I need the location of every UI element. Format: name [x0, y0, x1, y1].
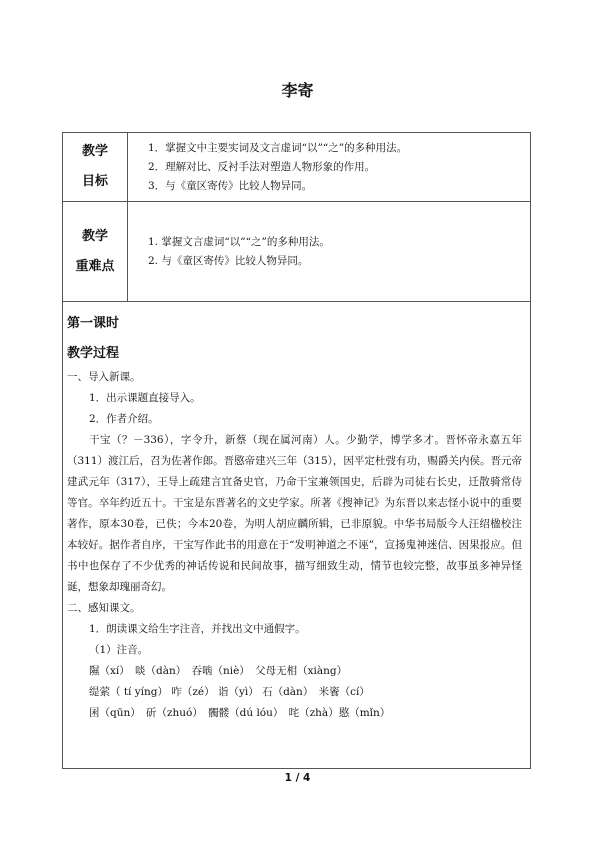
objectives-table — [62, 132, 531, 302]
header-line: 重难点 — [75, 258, 115, 274]
step-item: 1．出示课题直接导入。 — [89, 392, 201, 404]
pinyin-line: 囷（qūn） 斫（zhuó） 髑髅（dú lóu） 咤（zhà）愍（mǐn） — [89, 707, 391, 719]
process-heading: 教学过程 — [67, 346, 120, 361]
difficulties-body — [128, 202, 531, 302]
step-item: （1）注音。 — [89, 644, 149, 656]
difficulties-header — [63, 202, 128, 302]
author-paragraph: 干宝（？－336），字令升，新蔡（现在属河南）人。少勤学，博学多才。晋怀帝永嘉五年（311）渡江后，召为佐著作郎。晋愍帝建兴三年（315），因平定杜弢有功，赐爵关内侯。晋元帝建武元年（317），王导上疏建言宜备史官，乃命干宝兼领国史，后辟为司徒右长史，迁散骑常侍等官。卒年约近五十。干宝是东晋著名的文史学家。所著《搜神记》为东晋以来志怪小说中的重要著作，原本30卷，已佚；今本20卷，为明人胡应麟所辑，已非原貌。中华书局版今人汪绍楹校注本较好。据作者自序，干宝写作此书的用意在于“发明神道之不诬”，宣扬鬼神迷信、因果报应。但书中也保存了不少优秀的神话传说和民间故事，描写细致生动，情节也较完整，故事虽多神异怪诞，想象却瑰丽奇幻。 — [67, 434, 522, 593]
step-item: 2．作者介绍。 — [89, 413, 159, 425]
objective-item: 1．掌握文中主要实词及文言虚词“以”“之”的多种用法。 — [148, 141, 408, 154]
header-line: 教学 — [81, 228, 108, 244]
lesson-body — [62, 299, 531, 769]
difficulty-item: 1. 掌握文言虚词“以”“之”的多种用法。 — [148, 235, 330, 248]
difficulties-row — [63, 202, 531, 302]
section-heading: 二、感知课文。 — [67, 602, 141, 614]
header-line: 教学 — [81, 144, 108, 159]
objectives-row — [63, 133, 531, 202]
step-item: 1．朗读课文给生字注音，并找出文中通假字。 — [89, 623, 306, 635]
page-number: 1 / 4 — [284, 772, 311, 784]
objectives-body — [128, 133, 531, 202]
pinyin-line: 隰（xí） 啖（dàn） 吞啮（niè） 父母无相（xiàng） — [89, 665, 348, 677]
objective-item: 2．理解对比、反衬手法对塑造人物形象的作用。 — [148, 160, 376, 173]
pinyin-line: 缇萦（ tí yíng） 咋（zé） 诣（yì） 石（dàn） 米餈（cí） — [89, 686, 370, 698]
section-heading: 一、导入新课。 — [67, 371, 141, 383]
session-heading: 第一课时 — [67, 316, 120, 331]
page-title: 李寄 — [281, 81, 314, 100]
difficulty-item: 2. 与《童区寄传》比较人物异同。 — [148, 254, 309, 267]
objective-item: 3．与《童区寄传》比较人物异同。 — [148, 179, 313, 192]
header-line: 目标 — [81, 174, 108, 189]
objectives-header — [63, 133, 128, 202]
